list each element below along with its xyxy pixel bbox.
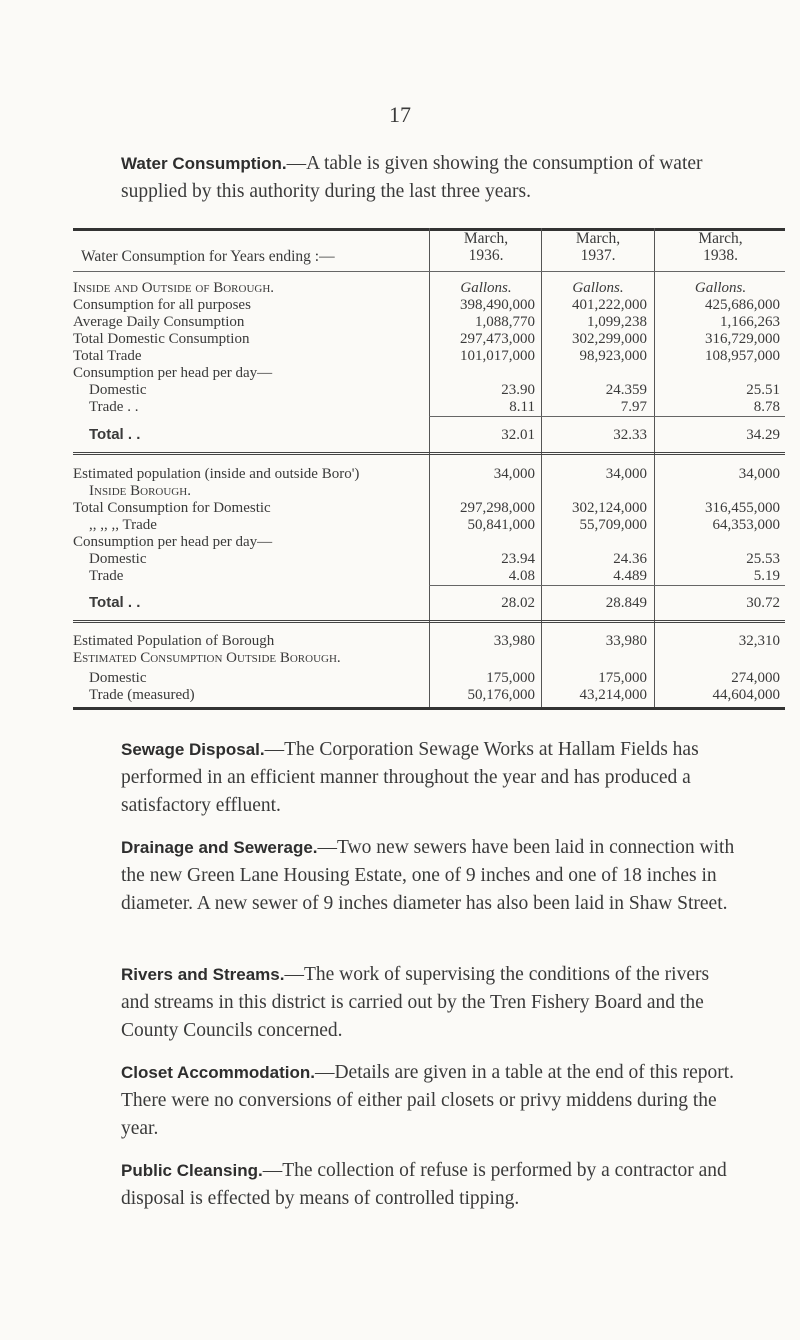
table-row <box>73 399 785 416</box>
cell-1937: 24.36 <box>613 551 647 567</box>
row-label: ,, ,, ,, Trade <box>89 517 157 533</box>
cell-1936: 33,980 <box>493 633 535 649</box>
cell-1938: 25.51 <box>746 382 780 398</box>
row-label: Total Consumption for Domestic <box>73 500 271 516</box>
section-text: —Two new sewers have been laid in connection with the new Green Lane Housing Estate, one of 9 inches and one of 18 inches in diameter. A new sewer of 9 inches diameter has also been laid in Shaw Street. <box>121 837 735 914</box>
cell-1938: 64,353,000 <box>712 517 780 533</box>
subheading-row <box>73 534 785 551</box>
cell-1937: 302,124,000 <box>572 500 647 516</box>
section-title-row <box>73 280 785 297</box>
row-label: Consumption for all purposes <box>73 297 251 313</box>
cell-1938: 108,957,000 <box>705 348 780 364</box>
cell-1937: 28.849 <box>605 595 647 611</box>
total-row <box>73 427 785 444</box>
cell-1936: 297,298,000 <box>460 500 535 516</box>
population-row <box>73 466 785 483</box>
table-row <box>73 500 785 517</box>
cell-1938: 25.53 <box>746 551 780 567</box>
cell-1937: 302,299,000 <box>572 331 647 347</box>
subheading-row <box>73 365 785 382</box>
cell-1936: 297,473,000 <box>460 331 535 347</box>
cell-1938: 316,455,000 <box>705 500 780 516</box>
section-heading: Public Cleansing. <box>121 1161 263 1180</box>
table-bottom-rule <box>73 707 785 710</box>
cell-1937: 98,923,000 <box>579 348 647 364</box>
row-label: Total Trade <box>73 348 142 364</box>
cell-1938: 30.72 <box>746 595 780 611</box>
subtotal-rule <box>429 416 785 417</box>
cell-1937: 7.97 <box>620 399 647 415</box>
drainage-paragraph <box>121 834 741 918</box>
unit-label: Gallons. <box>694 280 747 296</box>
unit-label: Gallons. <box>460 280 512 296</box>
closet-paragraph <box>121 1059 741 1143</box>
section-heading: Drainage and Sewerage. <box>121 838 318 857</box>
cell-1938: 8.78 <box>753 399 780 415</box>
table-row <box>73 297 785 314</box>
column-header <box>656 230 785 264</box>
cell-1936: 28.02 <box>501 595 535 611</box>
column-header <box>543 230 653 264</box>
row-label: Average Daily Consumption <box>73 314 245 330</box>
unit-label: Gallons. <box>572 280 624 296</box>
column-header-month: March, <box>575 230 621 247</box>
table-row <box>73 517 785 534</box>
cell-1937: 55,709,000 <box>579 517 647 533</box>
header-rule <box>73 271 785 272</box>
row-label: Domestic <box>89 551 147 567</box>
section-title-row <box>73 650 785 667</box>
table-row <box>73 687 785 704</box>
cell-1936: 23.90 <box>501 382 535 398</box>
cell-1938: 32,310 <box>738 633 780 649</box>
cell-1936: 175,000 <box>486 670 535 686</box>
section-text: —The collection of refuse is performed by a contractor and disposal is effected by means of controlled tipping. <box>121 1160 727 1209</box>
section-heading: Rivers and Streams. <box>121 965 285 984</box>
cell-1937: 34,000 <box>605 466 647 482</box>
cell-1937: 4.489 <box>613 568 647 584</box>
table-row <box>73 670 785 687</box>
cell-1936: 50,176,000 <box>467 687 535 703</box>
section-heading: Sewage Disposal. <box>121 740 265 759</box>
rivers-paragraph <box>121 961 741 1045</box>
table-row <box>73 314 785 331</box>
population-row <box>73 633 785 650</box>
section-title: Inside Borough. <box>89 483 191 499</box>
row-subheading: Consumption per head per day— <box>73 365 273 381</box>
subtotal-rule <box>429 585 785 586</box>
row-label: Estimated Population of Borough <box>73 633 275 649</box>
row-label: Trade <box>89 568 124 584</box>
table-header-label: Water Consumption for Years ending :— <box>81 248 335 265</box>
cell-1938: 5.19 <box>753 568 780 584</box>
intro-paragraph <box>121 150 741 206</box>
row-label: Estimated population (inside and outside Boro') <box>73 466 360 482</box>
row-label: Domestic <box>89 382 147 398</box>
table-row <box>73 348 785 365</box>
section-heading: Closet Accommodation. <box>121 1063 315 1082</box>
section-text: —The work of supervising the conditions of the rivers and streams in this district is carried out by the Tren Fishery Board and the County Councils concerned. <box>121 964 710 1041</box>
cell-1938: 274,000 <box>731 670 780 686</box>
section-rule <box>73 620 785 623</box>
cell-1936: 32.01 <box>501 427 535 443</box>
table-row <box>73 331 785 348</box>
column-header-year: 1938. <box>703 247 738 264</box>
water-consumption-table <box>73 228 785 710</box>
column-header-year: 1936. <box>468 247 504 264</box>
row-label: Trade (measured) <box>89 687 195 703</box>
intro-text: —A table is given showing the consumption of water supplied by this authority during the last three years. <box>121 153 703 202</box>
intro-heading: Water Consumption. <box>121 154 287 173</box>
cell-1937: 1,099,238 <box>587 314 647 330</box>
cell-1936: 8.11 <box>509 399 535 415</box>
section-title-row <box>73 483 785 500</box>
cell-1937: 175,000 <box>598 670 647 686</box>
cell-1937: 24.359 <box>605 382 647 398</box>
cell-1938: 34.29 <box>746 427 780 443</box>
cell-1938: 1,166,263 <box>720 314 780 330</box>
cell-1937: 32.33 <box>613 427 647 443</box>
section-rule <box>73 452 785 455</box>
cell-1936: 50,841,000 <box>467 517 535 533</box>
section-title: Inside and Outside of Borough. <box>73 280 275 296</box>
row-label: Trade . . <box>89 399 139 415</box>
cell-1936: 1,088,770 <box>475 314 535 330</box>
total-row <box>73 595 785 612</box>
column-header-month: March, <box>698 230 743 247</box>
table-row <box>73 382 785 399</box>
cell-1937: 43,214,000 <box>579 687 647 703</box>
section-title: Estimated Consumption Outside Borough. <box>73 650 341 666</box>
cell-1937: 401,222,000 <box>572 297 647 313</box>
total-label: Total . . <box>89 426 141 443</box>
section-text: —Details are given in a table at the end of this report. There were no conversions of either pail closets or privy middens during the year. <box>121 1062 735 1139</box>
table-row <box>73 551 785 568</box>
row-label: Domestic <box>89 670 147 686</box>
column-header <box>431 230 541 264</box>
cell-1937: 33,980 <box>605 633 647 649</box>
cell-1936: 398,490,000 <box>460 297 535 313</box>
section-text: —The Corporation Sewage Works at Hallam Fields has performed in an efficient manner throughout the year and has produced a satisfactory effluent. <box>121 739 699 816</box>
row-label: Total Domestic Consumption <box>73 331 250 347</box>
cell-1938: 44,604,000 <box>712 687 780 703</box>
row-subheading: Consumption per head per day— <box>73 534 273 550</box>
total-label: Total . . <box>89 594 141 611</box>
column-header-month: March, <box>463 230 509 247</box>
cell-1936: 4.08 <box>508 568 535 584</box>
cell-1936: 23.94 <box>501 551 535 567</box>
cell-1936: 34,000 <box>493 466 535 482</box>
table-row <box>73 568 785 585</box>
cell-1938: 425,686,000 <box>705 297 780 313</box>
public-cleansing-paragraph <box>121 1157 741 1213</box>
cell-1938: 316,729,000 <box>705 331 780 347</box>
column-header-year: 1937. <box>580 247 616 264</box>
sewage-disposal-paragraph <box>121 736 741 820</box>
page-number: 17 <box>389 102 411 127</box>
cell-1936: 101,017,000 <box>460 348 535 364</box>
cell-1938: 34,000 <box>738 466 780 482</box>
